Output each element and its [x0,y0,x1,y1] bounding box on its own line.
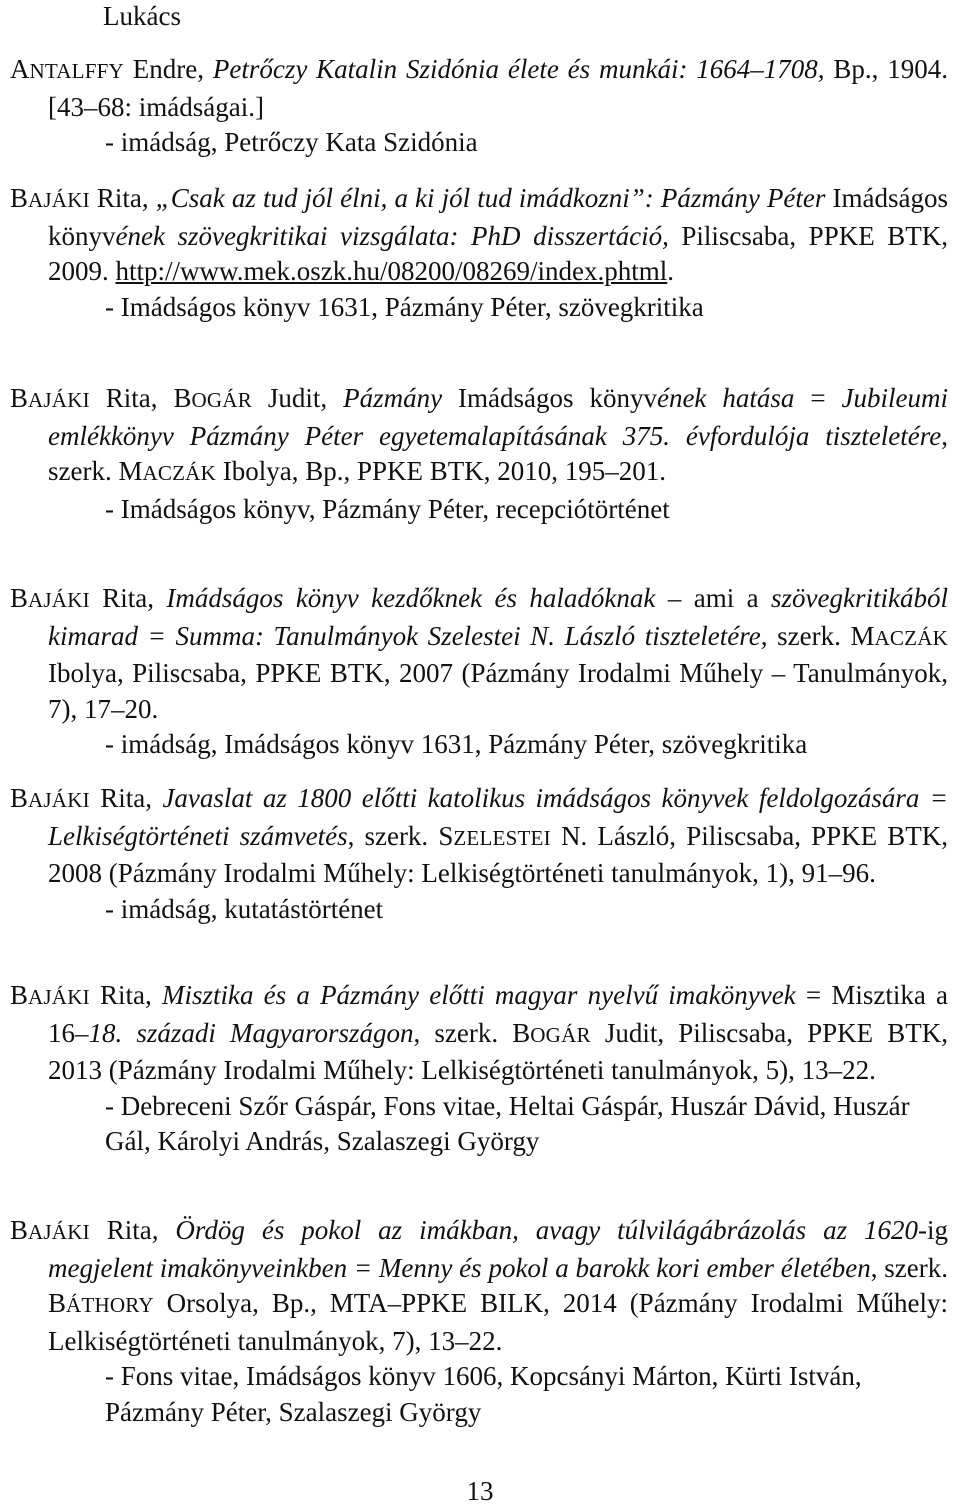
keywords: - imádság, Petrőczy Kata Szidónia [105,127,478,157]
page-number: 13 [466,1476,494,1506]
reference-link[interactable]: http://www.mek.oszk.hu/08200/08269/index.phtml [115,256,668,286]
author-surname: BAJÁKI [10,980,90,1010]
bibliography-entry [10,181,948,325]
author-surname: BOGÁR [173,383,252,413]
reference: ANTALFFY Endre, Petrőczy Katalin Szidónia élete és munkái: 1664–1708, Bp., 1904. [43–68: imádságai.] [10,54,949,122]
keywords: - Imádságos könyv 1631, Pázmány Péter, szövegkritika [105,291,704,322]
author-surname: BAJÁKI [10,1215,90,1245]
bibliography-entry [10,781,948,927]
reference: BAJÁKI Rita, Misztika és a Pázmány előtti magyar nyelvű imakönyvek = Misztika a 16–18. századi Magyarországon, szerk. BOGÁR Judit, Piliscsaba, PPKE BTK, 2013 (Pázmány Irodalmi Műhely: Lelkiségtörténeti tanulmányok, 5), 13–22. [10,980,948,1085]
title: Petrőczy Katalin Szidónia élete és munkái: 1664–1708, [212,54,825,84]
bibliography-entry [10,978,948,1160]
editor-surname: MACZÁK [118,456,216,486]
reference: BAJÁKI Rita, BOGÁR Judit, Pázmány Imádságos könyvének hatása = Jubileumi emlékkönyv Pázmány Péter egyetemalapításának 375. évfordulója tiszteletére, szerk. MACZÁK Ibolya, Bp., PPKE BTK, 2010, 195–201. [10,383,949,486]
author-surname: BAJÁKI [10,183,90,213]
author-surname: BAJÁKI [10,783,90,813]
bibliography-entry [10,581,948,763]
running-header: Lukács [103,1,181,31]
bibliography-entry [10,381,948,527]
bibliography-entry [10,52,948,161]
editor-surname: MACZÁK [850,620,949,651]
author-surname: BAJÁKI [10,583,90,613]
bibliography-entry [10,1213,948,1430]
keywords: - Debreceni Szőr Gáspár, Fons vitae, Heltai Gáspár, Huszár Dávid, Huszár Gál, Károlyi András, Szalaszegi György [105,1090,910,1156]
editor-surname: SZELESTEI [438,820,551,851]
reference: BAJÁKI Rita, Javaslat az 1800 előtti katolikus imádságos könyvek feldolgozására = Lelkiségtörténeti számvetés, szerk. SZELESTEI N. László, Piliscsaba, PPKE BTK, 2008 (Pázmány Irodalmi Műhely: Lelkiségtörténeti tanulmányok, 1), 91–96. [10,783,948,888]
keywords: - imádság, Imádságos könyv 1631, Pázmány Péter, szövegkritika [105,729,808,759]
keywords: - Imádságos könyv, Pázmány Péter, recepciótörténet [105,493,670,524]
keywords: - Fons vitae, Imádságos könyv 1606, Kopcsányi Márton, Kürti István, Pázmány Péter, Szalaszegi György [105,1361,862,1427]
keywords: - imádság, kutatástörténet [105,893,384,924]
editor-surname: BÁTHORY [48,1288,154,1318]
author-surname: ANTALFFY [10,54,124,84]
reference: BAJÁKI Rita, „Csak az tud jól élni, a ki jól tud imádkozni”: Pázmány Péter Imádságos könyvének szövegkritikai vizsgálata: PhD disszertáció, Piliscsaba, PPKE BTK, 2009. http://www.mek.oszk.hu/08200/08269/index.phtml. [10,183,948,286]
reference: BAJÁKI Rita, Ördög és pokol az imákban, avagy túlvilágábrázolás az 1620-ig megjelent imakönyveinkben = Menny és pokol a barokk kori ember életében, szerk. BÁTHORY Orsolya, Bp., MTA–PPKE BILK, 2014 (Pázmány Irodalmi Műhely: Lelkiségtörténeti tanulmányok, 7), 13–22. [10,1215,948,1356]
author-surname: BAJÁKI [10,383,90,413]
editor-surname: BOGÁR [512,1017,591,1048]
reference: BAJÁKI Rita, Imádságos könyv kezdőknek és haladóknak – ami a szövegkritikából kimarad = Summa: Tanulmányok Szelestei N. László tiszteletére, szerk. MACZÁK Ibolya, Piliscsaba, PPKE BTK, 2007 (Pázmány Irodalmi Műhely – Tanulmányok, 7), 17–20. [10,583,949,724]
